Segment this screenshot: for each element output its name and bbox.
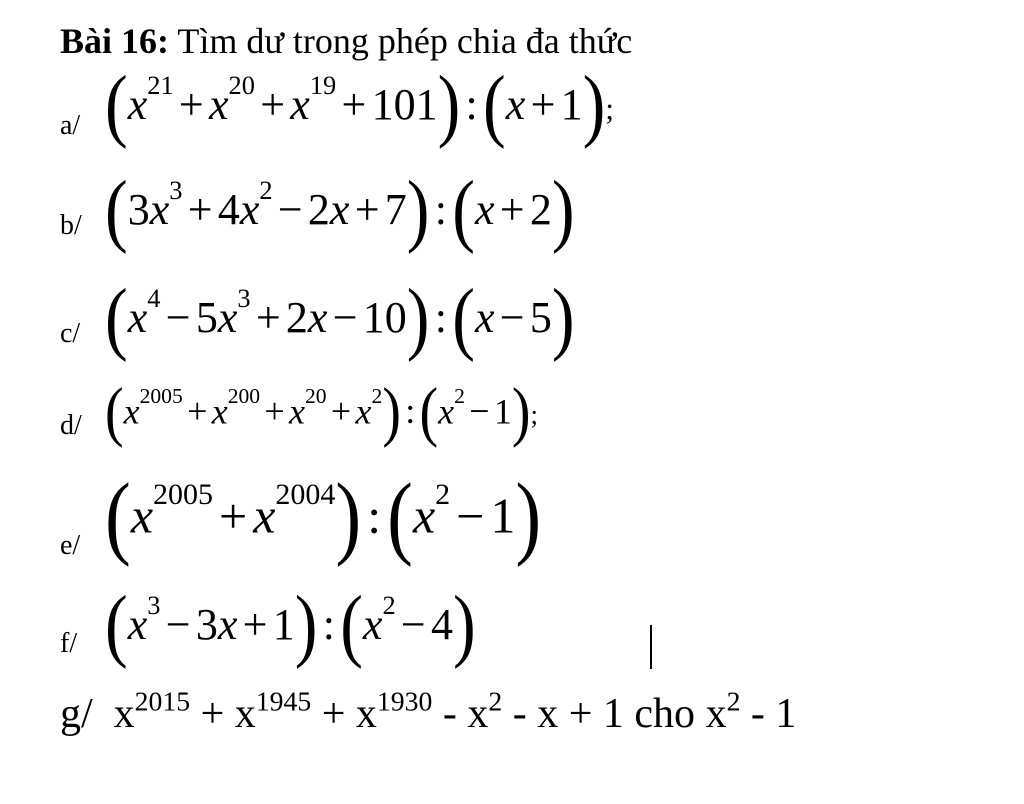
item-g-expression: g/ $x^{2015} + x^{1945} + x^{1930} - x^2 - x + 1$ cho $x^2 - 1$ <box>60 685 797 737</box>
item-f-expression: $(x^3 - 3x + 1)$ $:(x^2 - 4)$ <box>105 578 476 670</box>
item-g-label: g/ <box>60 691 93 737</box>
exercise-title <box>60 20 632 62</box>
item-d-expression: $(x^{2005} + x^{200} + x^{20} + x^2)$ $:(x^2 - 1)$; <box>105 374 538 450</box>
item-e-expression: $(x^{2005} + x^{2004})$ $:(x^2 - 1)$ <box>105 464 542 568</box>
item-c-label: c/ <box>60 318 81 349</box>
item-a-label: a/ <box>60 110 81 141</box>
item-e-label: e/ <box>60 530 81 561</box>
item-b-label: b/ <box>60 210 82 241</box>
item-d-label: d/ <box>60 410 82 441</box>
item-b-expression: $(3x^3 + 4x^2 - 2x + 7)$ :(x + 2) <box>105 163 575 255</box>
item-a-expression: $(x^{21} + x^{20} + x^{19} + 101)$ :(x + 1); <box>105 58 614 150</box>
exercise-number: Bài 16: <box>60 21 170 61</box>
exercise-instruction: Tìm dư trong phép chia đa thức <box>169 21 633 61</box>
item-f-label: f/ <box>60 628 78 659</box>
text-cursor <box>650 625 652 669</box>
item-c-expression: $(x^4 - 5x^3 + 2x - 10)$ :(x − 5) <box>105 271 575 363</box>
